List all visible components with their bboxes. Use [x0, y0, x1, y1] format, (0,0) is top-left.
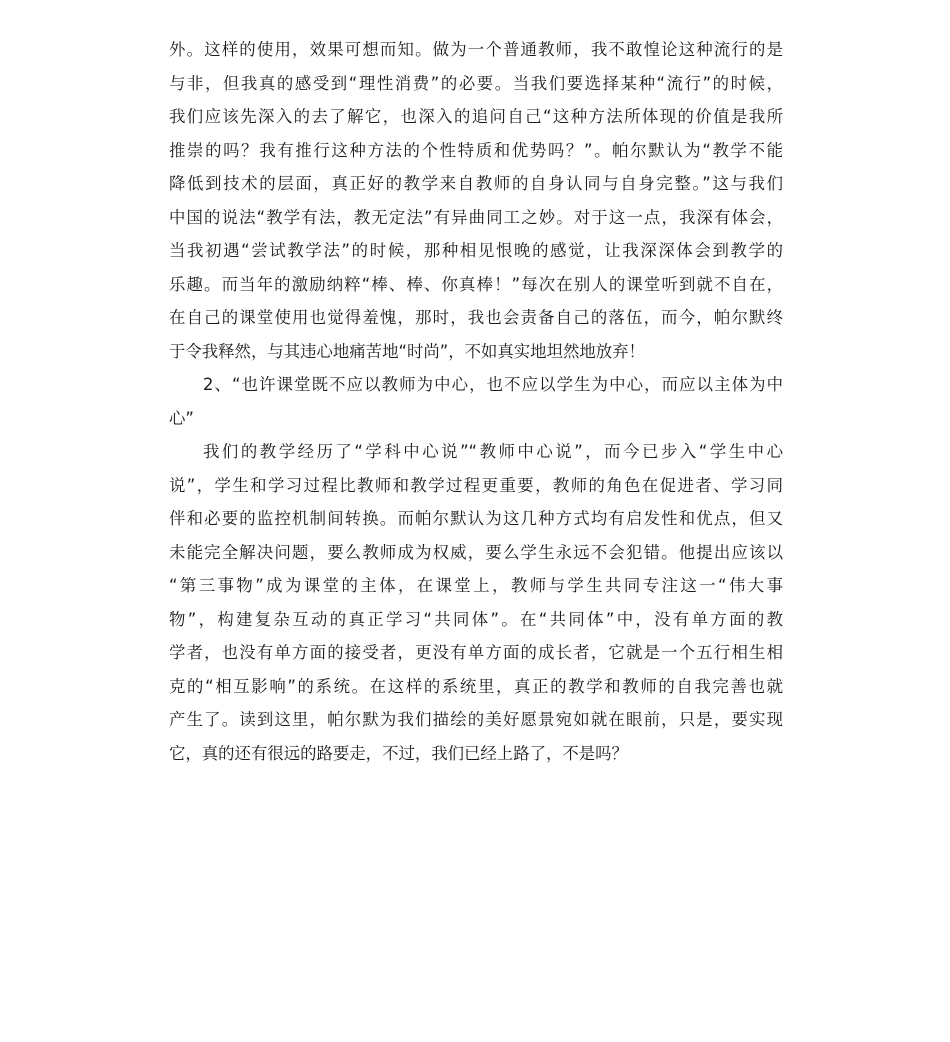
text-line: 克的“相互影响”的系统。在这样的系统里，真正的教学和教师的自我完善也就 [169, 676, 783, 696]
paragraph-end-line: 于令我释然，与其违心地痛苦地“时尚”，不如真实地坦然地放弃！ [169, 341, 645, 361]
section-heading-end-line: 心” [169, 408, 194, 428]
text-line: 推崇的吗？我有推行这种方法的个性特质和优势吗？”。帕尔默认为“教学不能 [169, 140, 783, 160]
paragraph-start-line: 我们的教学经历了“学科中心说”“教师中心说”，而今已步入“学生中心 [203, 442, 783, 461]
paragraph-end-line: 它，真的还有很远的路要走，不过，我们已经上路了，不是吗？ [169, 743, 628, 763]
section-heading-line: 2、“也许课堂既不应以教师为中心，也不应以学生为中心，而应以主体为中 [203, 375, 783, 394]
text-line: “第三事物”成为课堂的主体，在课堂上，教师与学生共同专注这一“伟大事 [169, 576, 783, 595]
text-line: 乐趣。而当年的激励纳粹“棒、棒、你真棒！”每次在别人的课堂听到就不自在， [169, 274, 783, 294]
text-line: 物”，构建复杂互动的真正学习“共同体”。在“共同体”中，没有单方面的教 [169, 609, 783, 629]
document-page [169, 33, 783, 770]
text-line: 伴和必要的监控机制间转换。而帕尔默认为这几种方式均有启发性和优点，但又 [169, 509, 783, 528]
text-line: 学者，也没有单方面的接受者，更没有单方面的成长者，它就是一个五行相生相 [169, 643, 783, 662]
text-line: 说”，学生和学习过程比教师和教学过程更重要，教师的角色在促进者、学习同 [169, 475, 783, 495]
text-line: 当我初遇“尝试教学法”的时候，那种相见恨晚的感觉，让我深深体会到教学的 [169, 241, 783, 260]
text-line: 外。这样的使用，效果可想而知。做为一个普通教师，我不敢惶论这种流行的是 [169, 40, 783, 59]
text-line: 中国的说法“教学有法，教无定法”有异曲同工之妙。对于这一点，我深有体会， [169, 207, 783, 227]
text-line: 我们应该先深入的去了解它，也深入的追问自己“这种方法所体现的价值是我所 [169, 107, 783, 126]
text-line: 降低到技术的层面，真正好的教学来自教师的自身认同与自身完整。”这与我们 [169, 174, 783, 193]
text-line: 未能完全解决问题，要么教师成为权威，要么学生永远不会犯错。他提出应该以 [169, 542, 783, 562]
text-line: 与非，但我真的感受到“理性消费”的必要。当我们要选择某种“流行”的时候， [169, 73, 783, 93]
text-line: 产生了。读到这里，帕尔默为我们描绘的美好愿景宛如就在眼前，只是，要实现 [169, 710, 783, 729]
text-line: 在自己的课堂使用也觉得羞愧，那时，我也会责备自己的落伍，而今，帕尔默终 [169, 308, 783, 327]
